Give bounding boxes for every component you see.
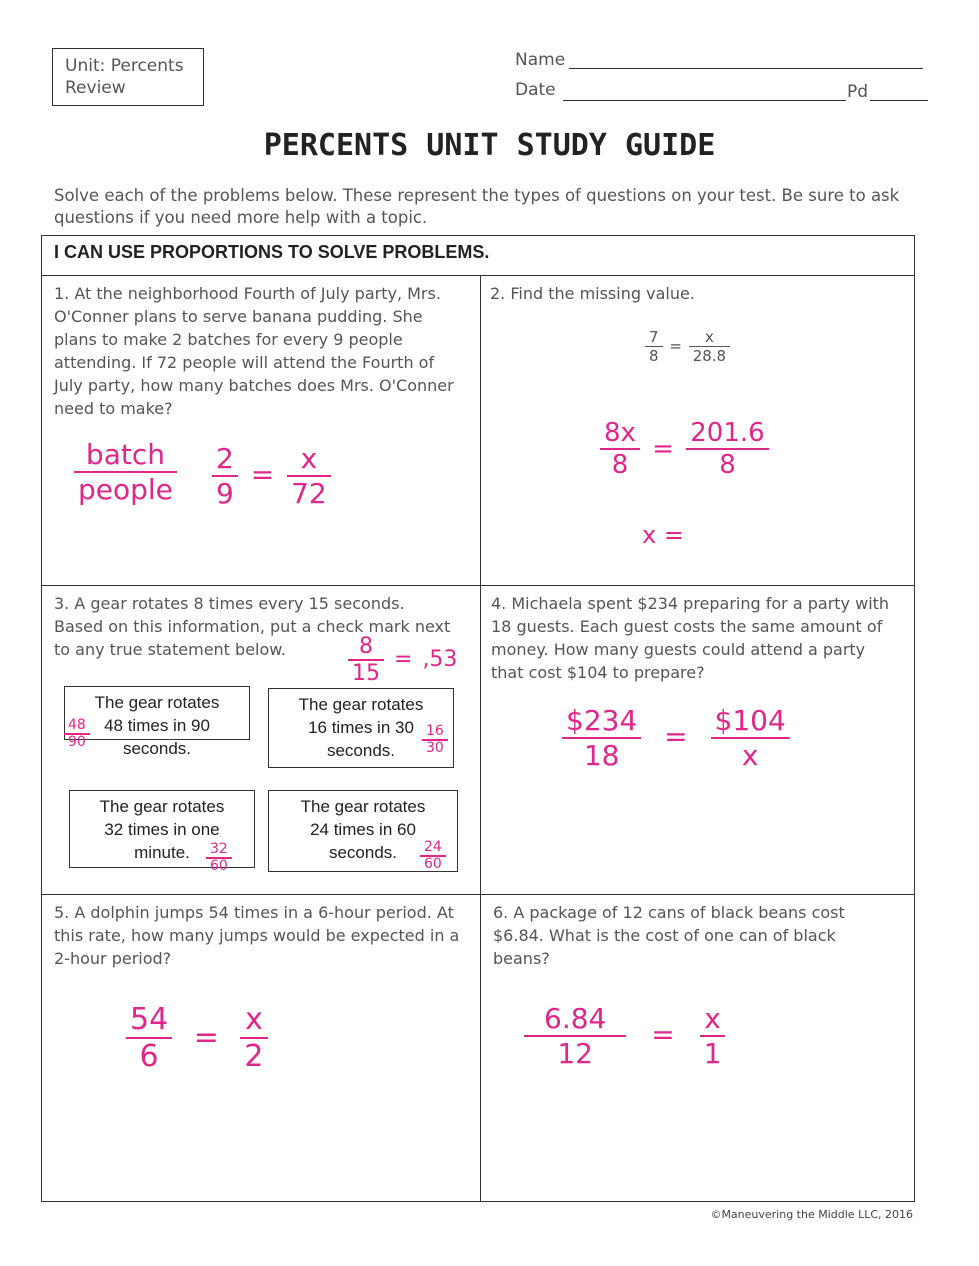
statement-line: 16 times in 30 xyxy=(308,718,414,737)
copyright-footer: ©Maneuvering the Middle LLC, 2016 xyxy=(710,1208,913,1221)
equals-sign: = xyxy=(250,458,275,491)
fraction-numerator: 16 xyxy=(426,723,444,739)
problem-5-proportion xyxy=(126,1002,268,1074)
statement-line: The gear rotates xyxy=(298,695,424,714)
fraction-denominator: 9 xyxy=(212,475,238,510)
pd-label: Pd xyxy=(847,82,869,102)
fraction-denominator: 18 xyxy=(562,737,641,772)
problem-1-proportion xyxy=(212,442,331,510)
problem-2-work xyxy=(600,418,769,480)
unit-box xyxy=(52,48,204,106)
problem-2-text: 2. Find the missing value. xyxy=(490,284,695,303)
problem-6-proportion xyxy=(524,1002,725,1070)
fraction-denominator: 6 xyxy=(126,1037,172,1074)
fraction-denominator: 60 xyxy=(206,857,232,874)
fraction-denominator: 2 xyxy=(240,1037,267,1074)
problem-6-text: 6. A package of 12 cans of black beans cost $6.84. What is the cost of one can of black beans? xyxy=(493,903,845,968)
fraction-numerator: 8 xyxy=(359,634,373,659)
fraction-numerator: $234 xyxy=(566,704,638,737)
page-title: PERCENTS UNIT STUDY GUIDE xyxy=(263,128,716,163)
fraction-numerator: 2 xyxy=(216,442,234,475)
fraction-denominator: 8 xyxy=(686,448,768,480)
fraction-denominator: 12 xyxy=(524,1035,626,1070)
fraction-numerator: x xyxy=(300,442,318,475)
fraction-denominator: x xyxy=(711,737,790,772)
section-heading: I CAN USE PROPORTIONS TO SOLVE PROBLEMS. xyxy=(54,242,490,262)
grid-rule xyxy=(41,275,915,276)
statement-line: 32 times in one xyxy=(104,820,220,839)
statement-line: The gear rotates xyxy=(94,693,220,712)
fraction-numerator: 48 xyxy=(68,717,86,733)
unit-line1: Unit: Percents xyxy=(65,56,184,76)
statement-line: The gear rotates xyxy=(99,797,225,816)
fraction-denominator: 72 xyxy=(287,475,331,510)
statement-line: The gear rotates xyxy=(300,797,426,816)
fraction-denominator: 8 xyxy=(645,346,663,365)
equals-sign: = xyxy=(394,647,413,672)
name-field[interactable] xyxy=(569,68,923,69)
problem-3-work xyxy=(348,634,457,686)
equals-sign: = xyxy=(652,433,674,464)
equals-sign: = xyxy=(669,337,682,355)
fraction-denominator: 28.8 xyxy=(689,346,730,365)
statement-line: 48 times in 90 xyxy=(104,716,210,735)
date-label: Date xyxy=(515,80,556,100)
problem-2-given xyxy=(645,328,730,365)
fraction-numerator: 6.84 xyxy=(544,1002,607,1035)
statement-line: seconds. xyxy=(326,741,396,760)
fraction-numerator: 24 xyxy=(424,839,442,855)
statement-3-mark xyxy=(206,842,232,874)
problem-4-proportion xyxy=(562,704,790,772)
fraction-numerator: 32 xyxy=(210,841,228,857)
statement-2-mark xyxy=(422,724,448,756)
name-label: Name xyxy=(515,50,566,70)
date-field[interactable] xyxy=(563,100,846,101)
fraction-denominator: 30 xyxy=(422,739,448,756)
statement-box-1[interactable] xyxy=(64,686,250,758)
equals-sign: = xyxy=(664,720,688,753)
problem-4-text: 4. Michaela spent $234 preparing for a party with 18 guests. Each guest costs the same amount of money. How many guests could attend a party that cost $104 to prepare? xyxy=(491,594,890,682)
unit-line2: Review xyxy=(65,78,126,98)
fraction-denominator: 1 xyxy=(700,1035,726,1070)
problem-3-text: 3. A gear rotates 8 times every 15 seconds. Based on this information, put a check mark next to any true statement below. xyxy=(54,594,451,659)
statement-line: seconds. xyxy=(328,843,398,862)
statement-line: minute. xyxy=(134,843,190,862)
fraction-numerator: 54 xyxy=(130,1002,169,1037)
fraction-numerator: 7 xyxy=(649,328,659,346)
label-top: batch xyxy=(85,438,165,471)
statement-4-mark xyxy=(420,840,446,872)
fraction-numerator: x xyxy=(245,1002,263,1037)
equals-sign: = xyxy=(193,1019,219,1055)
fraction-denominator: 60 xyxy=(420,855,446,872)
problem-5-text: 5. A dolphin jumps 54 times in a 6-hour period. At this rate, how many jumps would be expected in a 2-hour period? xyxy=(54,903,460,968)
statement-line: seconds. xyxy=(122,739,192,758)
fraction-numerator: 201.6 xyxy=(690,418,765,448)
fraction-denominator: 8 xyxy=(600,448,640,480)
decimal-value: ,53 xyxy=(422,647,458,672)
fraction-numerator: x xyxy=(704,1002,721,1035)
statement-1-mark xyxy=(64,718,90,750)
problem-1-text: 1. At the neighborhood Fourth of July party, Mrs. O'Conner plans to serve banana pudding. She plans to make 2 batches for every 9 people attending. If 72 people will attend the Fourth of July party, how many batches does Mrs. O'Conner need to make? xyxy=(54,284,454,418)
fraction-denominator: 90 xyxy=(64,733,90,750)
grid-rule xyxy=(41,894,915,895)
problem-2-answer: x = xyxy=(642,521,684,549)
grid-divider xyxy=(480,275,481,1202)
statement-line: 24 times in 60 xyxy=(310,820,416,839)
fraction-numerator: 8x xyxy=(604,418,636,448)
pd-field[interactable] xyxy=(870,100,928,101)
fraction-denominator: 15 xyxy=(348,659,384,686)
problem-1-label-frac xyxy=(74,438,177,506)
instructions: Solve each of the problems below. These represent the types of questions on your test. Be sure to ask questions if you need more help with a topic. xyxy=(54,186,900,227)
grid-rule xyxy=(41,585,915,586)
fraction-numerator: x xyxy=(704,328,714,346)
equals-sign: = xyxy=(651,1018,675,1051)
fraction-numerator: $104 xyxy=(714,704,786,737)
label-bottom: people xyxy=(74,471,177,506)
